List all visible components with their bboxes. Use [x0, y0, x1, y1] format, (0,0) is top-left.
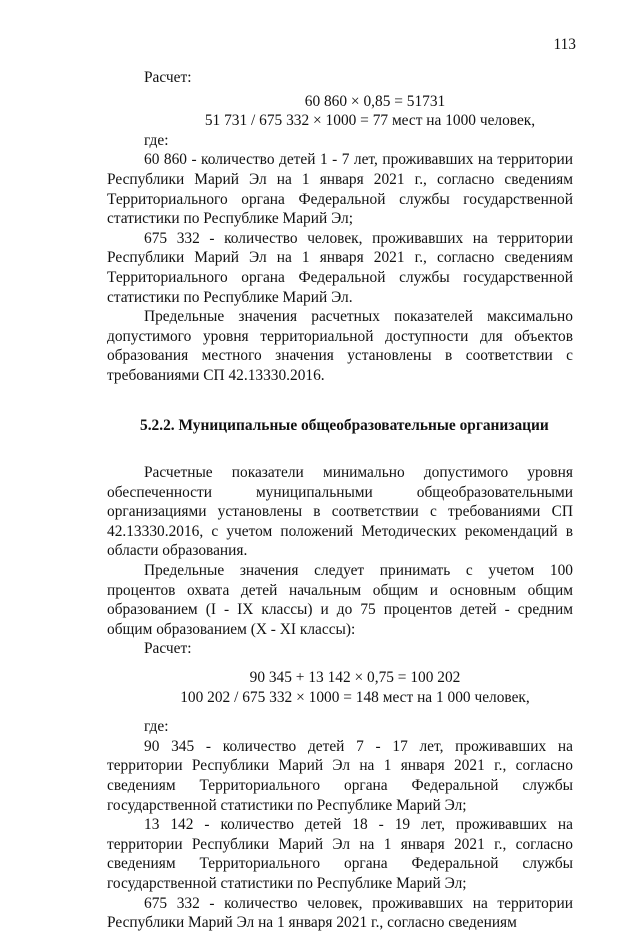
formula-line: 60 860 × 0,85 = 51731 — [304, 92, 446, 110]
body-paragraph: Предельные значения расчетных показателей максимально допустимого уровня территориальной доступности для объектов образования местного значения установлены в соответствии с требованиями СП 42.13330.2016. — [107, 308, 573, 384]
definition-paragraph: 90 345 - количество детей 7 - 17 лет, проживавших на территории Республики Марий Эл на 1 января 2021 г., согласно сведениям Территориального органа Федеральной службы государственной статистики по Республике Марий Эл; — [107, 737, 573, 814]
definition-paragraph: 675 332 - количество человек, проживавших на территории Республики Марий Эл на 1 января 2021 г., согласно сведениям Территориального органа Федеральной службы государственной статистики по Республике Марий Эл. — [107, 229, 573, 306]
formula-line: 100 202 / 675 332 × 1000 = 148 мест на 1 000 человек, — [180, 688, 530, 706]
formula-line: 51 731 / 675 332 × 1000 = 77 мест на 1000 человек, — [204, 112, 536, 130]
formula-block — [107, 668, 573, 707]
calc-label: Расчет: — [144, 640, 192, 658]
definition-paragraph: 60 860 - количество детей 1 - 7 лет, проживавших на территории Республики Марий Эл на 1 января 2021 г., согласно сведениям Территориального органа Федеральной службы государственной статистики по Республике Марий Эл; — [107, 151, 573, 228]
formula-line: 90 345 + 13 142 × 0,75 = 100 202 — [249, 669, 461, 687]
where-label: где: — [144, 131, 169, 149]
definition-paragraph: 675 332 - количество человек, проживавших на территории Республики Марий Эл на 1 января 2021 г., согласно сведениям — [107, 894, 573, 932]
calc-label: Расчет: — [144, 69, 192, 86]
body-paragraph: Расчетные показатели минимально допустимого уровня обеспеченности муниципальными общеобразовательными организациями установлены в соответствии с требованиями СП 42.13330.2016, с учетом положений Методических рекомендаций в области образования. — [107, 464, 573, 560]
page-content — [107, 68, 573, 933]
body-paragraph: Предельные значения следует принимать с учетом 100 процентов охвата детей начальным общим и основным общим образованием (I - IX классы) и до 75 процентов детей - средним общим образованием (X - XI классы): — [107, 562, 573, 638]
where-label: где: — [144, 718, 169, 736]
page-number: 113 — [553, 36, 576, 53]
section-heading: 5.2.2. Муниципальные общеобразовательные организации — [140, 416, 549, 434]
definition-paragraph: 13 142 - количество детей 18 - 19 лет, проживавших на территории Республики Марий Эл на 1 января 2021 г., согласно сведениям Территориального органа Федеральной службы государственной статистики по Республике Марий Эл; — [107, 816, 573, 892]
